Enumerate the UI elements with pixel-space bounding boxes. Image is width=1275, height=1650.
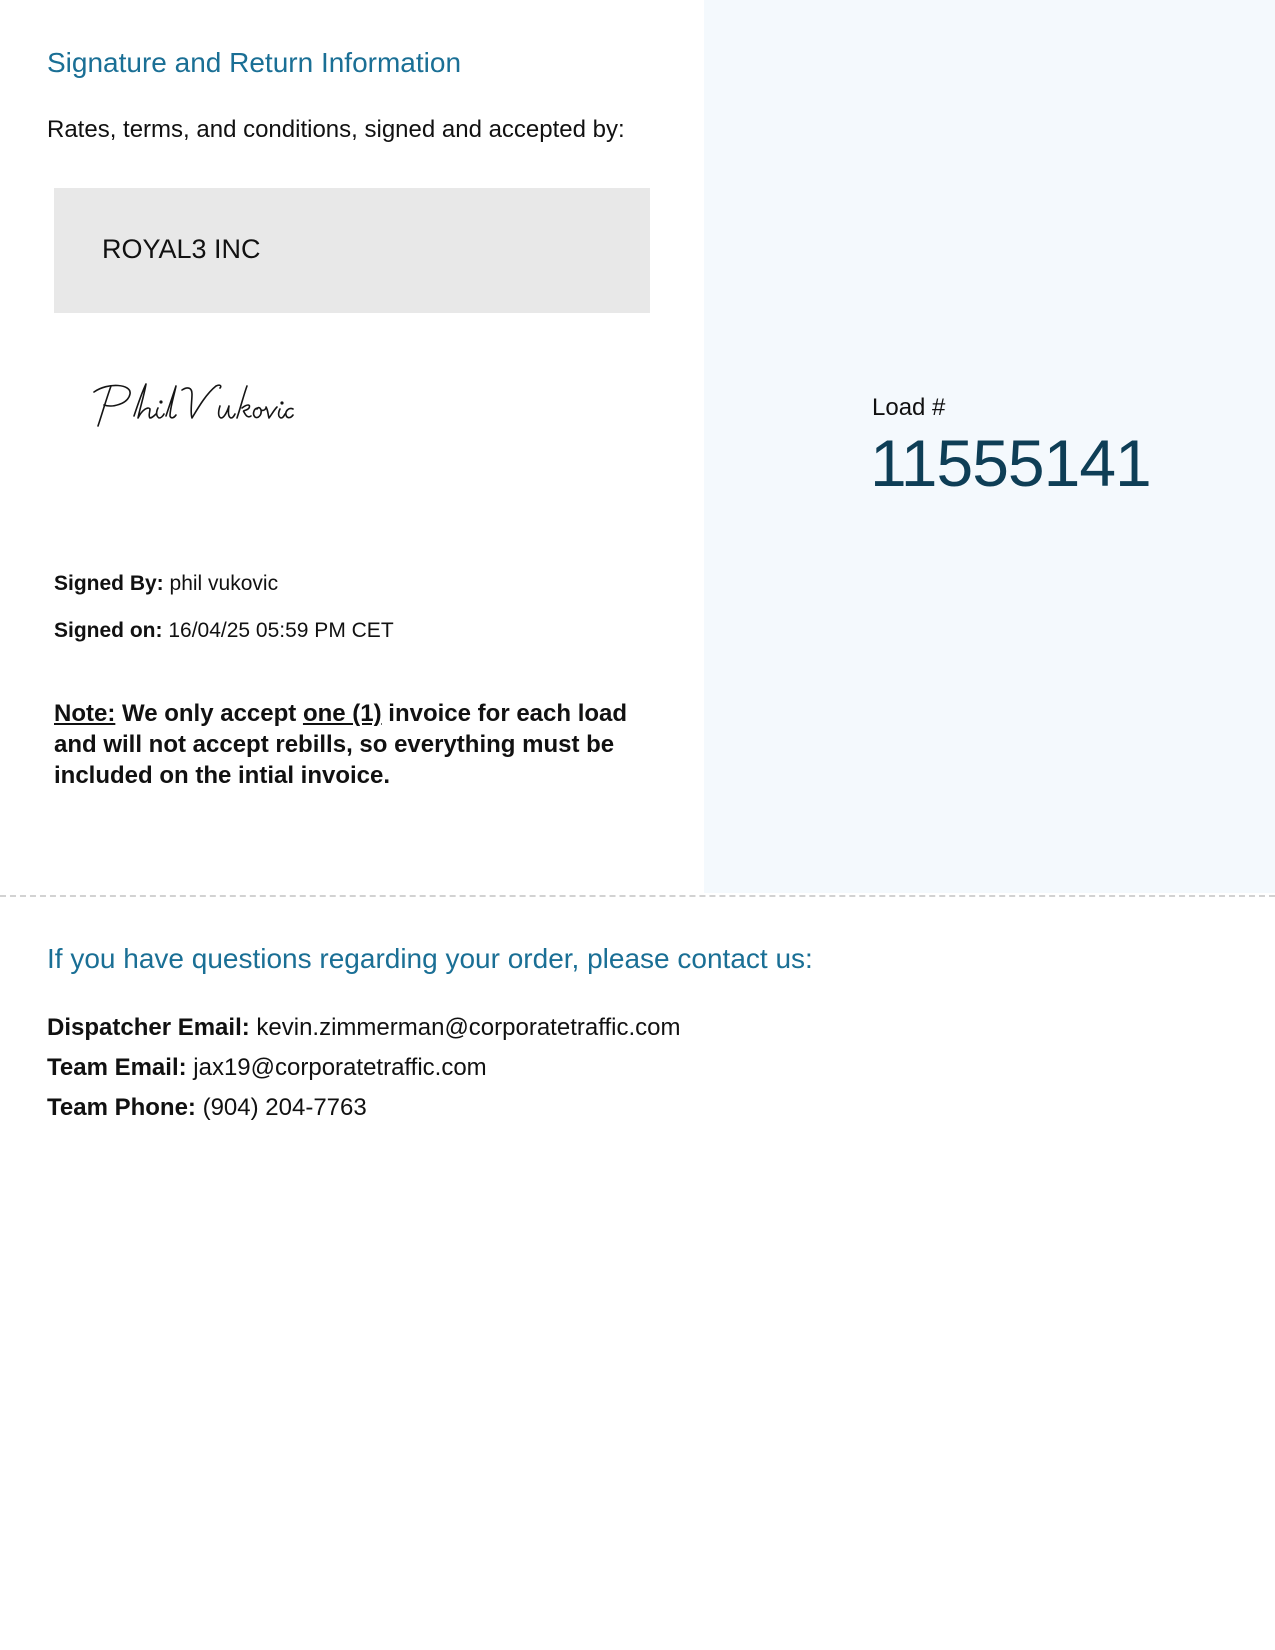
note-text-part1: We only accept: [122, 700, 297, 727]
dispatcher-email-value[interactable]: kevin.zimmerman@corporatetraffic.com: [256, 1014, 681, 1041]
handwritten-signature: [84, 378, 294, 436]
signature-section-heading: Signature and Return Information: [47, 47, 462, 78]
invoice-note: [54, 698, 644, 791]
team-phone-value[interactable]: (904) 204-7763: [202, 1094, 367, 1121]
team-email-value[interactable]: jax19@corporatetraffic.com: [193, 1054, 487, 1081]
team-phone-label: Team Phone:: [47, 1094, 196, 1121]
signed-by-label: Signed By:: [54, 572, 164, 595]
signed-by-line: [54, 572, 278, 596]
company-name: ROYAL3 INC: [102, 234, 261, 264]
note-label: Note:: [54, 700, 116, 727]
signed-on-label: Signed on:: [54, 619, 163, 642]
load-number-label: Load #: [872, 394, 946, 421]
company-name-box: [54, 188, 650, 313]
signed-on-value: 16/04/25 05:59 PM CET: [168, 619, 394, 642]
load-number: 11555141: [870, 426, 1151, 500]
team-phone-line: [47, 1094, 367, 1122]
note-emphasis: one (1): [302, 700, 382, 727]
note-text-part2: invoice for each load and will not accept rebills, so everything must be included on the intial invoice.: [54, 700, 628, 789]
team-email-label: Team Email:: [47, 1054, 187, 1081]
team-email-line: [47, 1054, 487, 1082]
contact-section-heading: If you have questions regarding your order, please contact us:: [47, 943, 813, 974]
dispatcher-email-line: [47, 1014, 680, 1042]
section-divider: [0, 895, 1275, 897]
dispatcher-email-label: Dispatcher Email:: [47, 1014, 250, 1041]
signed-on-line: [54, 619, 394, 643]
acceptance-intro-text: Rates, terms, and conditions, signed and accepted by:: [47, 116, 625, 143]
signed-by-value: phil vukovic: [169, 572, 279, 595]
